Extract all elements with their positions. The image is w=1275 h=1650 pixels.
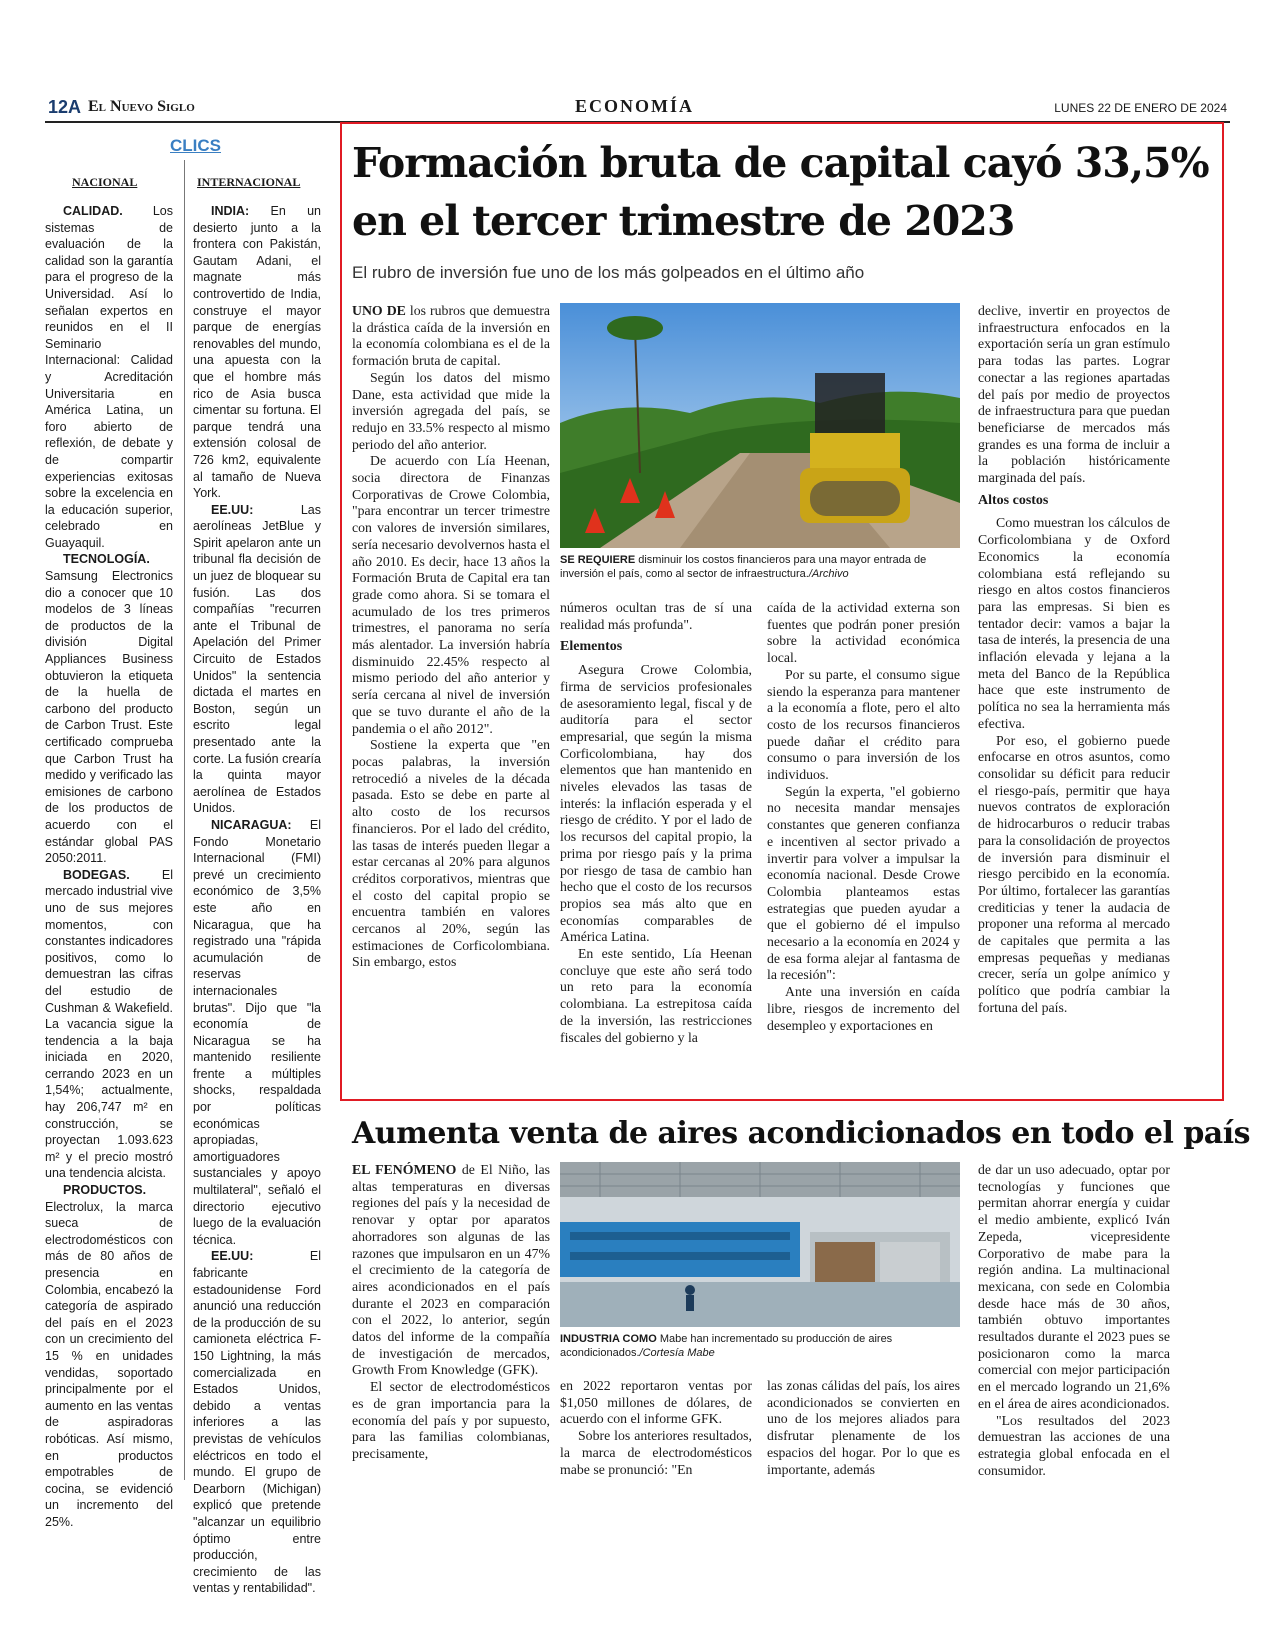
article-headline: Formación bruta de capital cayó 33,5% en el tercer trimestre de 2023 xyxy=(352,139,1209,245)
article-column-2 xyxy=(560,600,752,1046)
article-paragraph: números ocultan tras de sí una realidad más profunda". xyxy=(560,600,752,632)
article2-column-3 xyxy=(767,1378,960,1478)
sidebar-title: CLICS xyxy=(170,136,221,155)
article-paragraph: EL FENÓMENO de El Niño, las altas temperaturas en diversas regiones del país y la necesidad de renovar y optar por aparatos ahorradores son algunas de las razones que impulsaron en un 47% el crecimiento de la categoría de aires acondicionados en el país durante el 2023 en comparación con el 2022, lo anterior, según datos del informe de la compañía de investigación de mercados, Growth From Knowledge (GFK). xyxy=(352,1162,551,1378)
article-column-3 xyxy=(767,600,960,1034)
article-paragraph: Según los datos del mismo Dane, esta actividad que mide la inversión agregada del país, se redujo en 33.5% respecto al mismo periodo del año anterior. xyxy=(352,369,550,452)
factory-image xyxy=(560,1162,960,1327)
article-paragraph: El sector de electrodomésticos es de gran importancia para la economía del país y por supuesto, para las familias colombianas, precisamente, xyxy=(352,1379,550,1461)
brief-item: EE.UU: El fabricante estadounidense Ford anunció una reducción de la producción de su camioneta eléctrica F-150 Lightning, la más comercializada en Estados Unidos, debido a ventas inferiores a las previstas de vehículos eléctricos en todo el mundo. El grupo de Dearborn (Michigan) explicó que pretende "alcanzar un equilibrio óptimo entre producción, crecimiento de las ventas y rentabilidad". xyxy=(193,1249,321,1596)
issue-date: LUNES 22 DE ENERO DE 2024 xyxy=(1054,101,1227,115)
article-subheading: Altos costos xyxy=(978,492,1049,508)
article2-headline: Aumenta venta de aires acondicionados en todo el país xyxy=(352,1116,1251,1151)
road-roller-image xyxy=(560,303,960,548)
factory-photo xyxy=(560,1162,960,1327)
nacional-heading: NACIONAL xyxy=(72,175,138,189)
nacional-column xyxy=(45,203,173,1531)
article-paragraph: las zonas cálidas del país, los aires acondicionados se convierten en uno de los mejores aliados para disfrutar plenamente de los espacios del hogar. Por lo que es importante, además xyxy=(767,1378,960,1477)
article2-column-2 xyxy=(560,1378,752,1478)
page-number: 12A xyxy=(48,97,82,117)
article-paragraph: caída de la actividad externa son fuentes que podrán poner presión sobre la actividad económica local. xyxy=(767,600,960,666)
article-paragraph: Sobre los anteriores resultados, la marca de electrodomésticos mabe se pronunció: "En xyxy=(560,1428,752,1477)
article-paragraph: Por eso, el gobierno puede enfocarse en otros asuntos, como consolidar su déficit para reducir el riesgo-país, permitir que haya nuevos contratos de exploración de hidrocarburos o reducir trabas para la consolidación de proyectos de inversión para disminuir el riesgo percibido en la economía. Por último, fortalecer las garantías crediticias y tener la audacia de proponer una reforma al mercado de capitales que permita a las empresas pequeñas y medianas crecer, sería un golpe anímico y político que podría cambiar la fortuna del país. xyxy=(978,732,1170,1015)
article-paragraph: Según la experta, "el gobierno no necesita mandar mensajes constantes que generen confianza e incentiven al sector privado a invertir para volver a impulsar la economía nacional. Desde Crowe Colombia planteamos estas estrategias que pueden ayudar a que el gobierno dé el impulso necesario a la economía en 2024 y de esa forma alejar al fantasma de la recesión": xyxy=(767,783,960,983)
article-paragraph: Sostiene la experta que "en pocas palabras, la inversión retrocedió a niveles de la década pasada. Esto se debe en parte al alto costo de los recursos financieros. Por el lado del crédito, las tasas de interés pueden llegar a estar cercanas al 20% para algunos créditos corporativos, mientras que el costo del capital propio se encuentra también en valores cercanos al 20%, según las estimaciones de Corficolombiana. Sin embargo, estos xyxy=(352,737,550,970)
photo2-caption: INDUSTRIA COMO Mabe han incrementado su producción de aires acondicionados./Cortesía Mabe xyxy=(560,1333,893,1359)
article-paragraph: en 2022 reportaron ventas por $1,050 millones de dólares, de acuerdo con el informe GFK. xyxy=(560,1378,752,1427)
article-paragraph: En este sentido, Lía Heenan concluye que este año será todo un reto para la economía colombiana. La estrepitosa caída de la inversión, las restricciones fiscales del gobierno y la xyxy=(560,946,752,1045)
brief-item: EE.UU: Las aerolíneas JetBlue y Spirit apelaron ante un tribunal fla decisión de un juez de bloquear su fusión. Las dos compañías "recurren ante el Tribunal de Apelación del Primer Circuito de Estados Unidos" la sentencia dictada el martes en Boston, según un escrito legal presentado ante la corte. La fusión crearía la quinta mayor aerolínea de Estados Unidos. xyxy=(193,502,321,816)
brief-item: NICARAGUA: El Fondo Monetario Internacional (FMI) prevé un crecimiento económico de 3,5% este año en Nicaragua, que ha registrado una "rápida acumulación de reservas internacionales brutas". Dijo que "la economía de Nicaragua se ha mantenido resiliente frente a múltiples shocks, respaldada por políticas económicas apropiadas, amortiguadores sustanciales y apoyo multilateral", señaló el directorio ejecutivo luego de la evaluación técnica. xyxy=(193,817,321,1247)
brief-item: INDIA: En un desierto junto a la frontera con Pakistán, Gautam Adani, el magnate más controvertido de India, construye el mayor parque de energías renovables del mundo, una apuesta con la que el hombre más rico de Asia busca cimentar su fortuna. El parque tendrá una extensión colosal de 726 km2, equivalente al tamaño de Nueva York. xyxy=(193,204,321,501)
article-column-4 xyxy=(978,303,1170,1017)
brief-item: CALIDAD. Los sistemas de evaluación de la calidad son la garantía para el progreso de la Universidad. Así lo señalan expertos en reunidos en el II Seminario Internacional: Calidad y Acreditación Universitaria en América Latina, un foro abierto de reflexión, de debate y de compartir experiencias exitosas sobre la excelencia en la educación superior, celebrado en Guayaquil. xyxy=(45,204,173,550)
internacional-heading: INTERNACIONAL xyxy=(197,175,301,189)
article-paragraph: UNO DE los rubros que demuestra la drástica caída de la inversión en la economía colombiana es el de la formación bruta de capital. xyxy=(352,303,550,369)
article-subheading: Elementos xyxy=(560,639,623,655)
article-paragraph: declive, invertir en proyectos de infraestructura enfocados en la exportación sería un gran estímulo para todas las partes. Lograr conectar a las regiones apartadas del país por medio de proyectos de infraestructura para que puedan beneficiarse de mercados más grandes es una forma de incluir a la población históricamente marginada del país. xyxy=(978,303,1170,486)
road-construction-photo xyxy=(560,303,960,548)
brief-item: TECNOLOGÍA. Samsung Electronics dio a conocer que 10 modelos de 3 líneas de productos de la división Digital Appliances Business obtuvieron la etiqueta de la huella de carbono del producto de Carbon Trust. Este certificado comprueba que Carbon Trust ha medido y verificado las emisiones de carbono de los productos de acuerdo con el estándar global PAS 2050:2011. xyxy=(45,552,173,866)
article-deck: El rubro de inversión fue uno de los más golpeados en el último año xyxy=(352,263,865,282)
article2-column-1 xyxy=(352,1162,550,1463)
column-divider xyxy=(184,160,185,1480)
photo-caption: SE REQUIERE disminuir los costos financieros para una mayor entrada de inversión el país, como al sector de infraestructura./Archivo xyxy=(560,554,927,580)
article2-column-4 xyxy=(978,1162,1170,1479)
internacional-column xyxy=(193,203,321,1597)
brief-item: PRODUCTOS. Electrolux, la marca sueca de electrodomésticos con más de 80 años de presencia en Colombia, encabezó la categoría de aspirado del país en el 2023 con un crecimiento del 15 % en unidades vendidas, soportado principalmente por el aumento en las ventas de aspiradoras robóticas. Así mismo, en productos empotrables de cocina, se evidenció un incremento del 25%. xyxy=(45,1183,173,1529)
article-paragraph: Asegura Crowe Colombia, firma de servicios profesionales de asesoramiento legal, fiscal y de auditoría para el sector empresarial, que según la misma Corficolombiana, hay dos elementos que han mantenido en niveles elevados las tasas de interés: la inflación esperada y el riesgo de crédito. Y por el lado de los recursos del capital propio, la prima por riesgo país y la prima por riesgo de tasa de cambio han hecho que el costo de los recursos propios sea más alto que en economías comparables de América Latina. xyxy=(560,662,752,945)
article-paragraph: Como muestran los cálculos de Corficolombiana y de Oxford Economics la economía colombiana está reflejando su riesgo en altos costos financieros para las empresas. Si bien es tentador decir: vamos a bajar la tasa de interés, la presencia de una inflación elevada y lejana a la meta del Banco de la República hace que este instrumento de política no sea la herramienta más efectiva. xyxy=(978,515,1170,731)
article-paragraph: De acuerdo con Lía Heenan, socia directora de Finanzas Corporativas de Crowe Colombia, "para encontrar un tercer trimestre con valores de inversión similares, sería necesario devolvernos hasta el año 2010. Es decir, hace 13 años la Formación Bruta de Capital era tan grade como ahora. Si se tomara el acumulado de los tres primeros trimestres, el panorama no sería más alentador. La inversión habría disminuido 22.45% respecto al mismo periodo del año anterior y sería cercana al nivel de inversión que se tuvo durante el año de la pandemia o el año 2012". xyxy=(352,453,550,736)
newspaper-name: El Nuevo Siglo xyxy=(88,98,195,115)
article-paragraph: de dar un uso adecuado, optar por tecnologías y funciones que permitan ahorrar energía y cuidar el medio ambiente, explicó Iván Zepeda, vicepresidente Corporativo de mabe para la región andina. La multinacional mexicana, con sede en Colombia desde hace más de 30 años, también obtuvo importantes resultados durante el 2023 pues se posicionaron como la marca comercial con mejor participación en el mercado logrando un 21,6% en el área de aires acondicionados. xyxy=(978,1162,1170,1411)
article-paragraph: Por su parte, el consumo sigue siendo la esperanza para mantener a la economía a flote, pero el alto costo de los recursos financieros puede dañar el crédito para consumo o para inversión de los individuos. xyxy=(767,666,960,783)
article-paragraph: Ante una inversión en caída libre, riesgos de incremento del desempleo y exportaciones en xyxy=(767,984,960,1033)
section-title: ECONOMÍA xyxy=(575,96,694,116)
article-column-1 xyxy=(352,303,550,971)
brief-item: BODEGAS. El mercado industrial vive uno de sus mejores momentos, con constantes indicadores positivos, como lo demuestran las cifras del estudio de Cushman & Wakefield. La vacancia sigue la tendencia a la baja iniciada en 2020, cerrando 2023 en un 1,54%; actualmente, hay 206,747 m² en construcción, se proyectan 1.093.623 m² y el precio mostró una tendencia alcista. xyxy=(45,867,173,1181)
article-paragraph: "Los resultados del 2023 demuestran las acciones de una estrategia global enfocada en el consumidor. xyxy=(978,1412,1170,1478)
